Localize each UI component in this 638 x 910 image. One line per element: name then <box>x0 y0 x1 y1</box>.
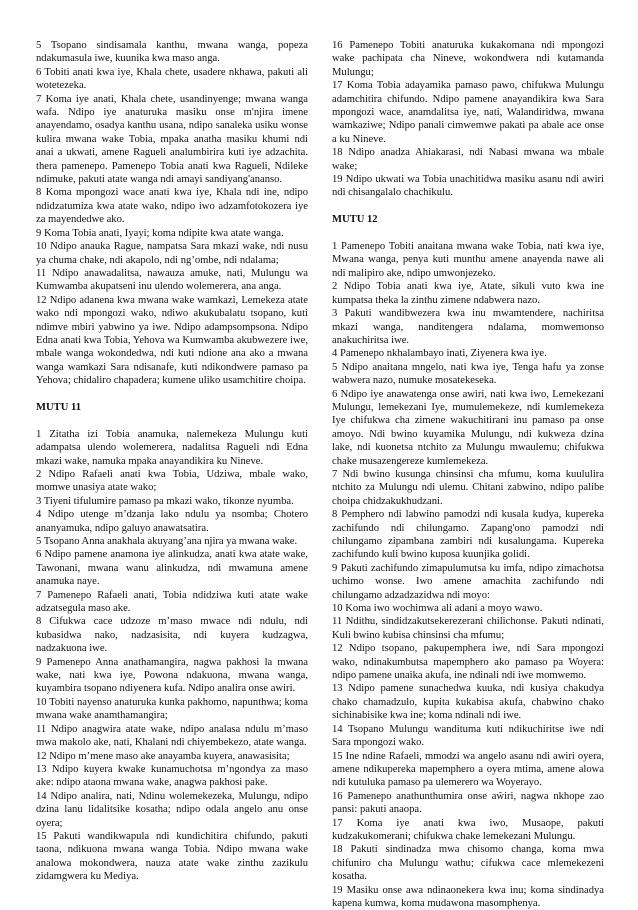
verse-paragraph: 1 Zitatha izi Tobia anamuka, nalemekeza Mulungu kuti adampatsa ulendo wolemerera, nadalitsa Ragueli ndi Edna mkazi wake, namuka mpaka anayandikira ku Nineve. <box>36 428 308 467</box>
left-column <box>36 39 308 884</box>
verse-paragraph: 1 Pamenepo Tobiti anaitana mwana wake Tobia, nati kwa iye, Mwana wanga, penya kuti munthu amene anayenda nawe ali ndi malipiro ake, ndipo umwonjezeko. <box>332 241 604 279</box>
verse-paragraph: 8 Cifukwa cace udzoze m’maso mwace ndi ndulu, ndi kubasidwa nako, nadzasisita, ndi kuyera kudzagwa, nadzakuona iwe. <box>36 616 308 655</box>
verse-paragraph: 9 Pakuti zachifundo zimapulumutsa ku imfa, ndipo zimachotsa uchimo wonse. Iwo amene amachita zachifundo ndi chilungamo adzadzazidwa ndi moyo: <box>332 562 604 601</box>
verse-paragraph: 7 Koma iye anati, Khala chete, usandinyenge; mwana wanga wafa. Ndipo iye anaturuka masiku onse m'njira imene anayendamo, osadya kanthu usana, ndipo sanaleka usiku wonse kulira mwana wake Tobia, mpaka anatha masiku khumi ndi anai a ukwati, amene Ragueli analumbirira kuti iye adzachita. thera pamenepo. Pamenepo Tobia anati kwa Ragueli, Ndileke ndimuke, pakuti atate wanga ndi amayi sandiyang'ananso. <box>36 93 308 186</box>
verse-paragraph: 3 Pakuti wandibwezera kwa inu mwamtendere, nachiritsa mkazi wanga, nanditengera ndalama, momwemonso anakuchiritsa iwe. <box>332 308 604 346</box>
verse-paragraph: 19 Ndipo ukwati wa Tobia unachitidwa masiku asanu ndi awiri ndi chisangalalo chachikulu. <box>332 174 604 199</box>
verse-paragraph: 10 Ndipo anauka Rague, nampatsa Sara mkazi wake, ndi nusu ya chuma chake, ndi akapolo, ndi ng’ombe, ndi ndalama; <box>36 241 308 266</box>
verse-paragraph: 12 Ndipo adanena kwa mwana wake wamkazi, Lemekeza atate wako ndi mpongozi wako, ndiwo akukubalatu tsopano, kuti ndimve mbiri yabwino ya iwe. Ndipo adampsompsona. Ndipo Edna anati kwa Tobia, Yehova wa Kumwamba akubwezere iwe, mbale wanga wokondedwa, ndi kuti ndione ana ako a mwana wanga wamkazi Sara ndisanafe, kuti ndikondwere pamaso pa Yehova; chidaliro chapadera; kumene uliko usamchitire choipa. <box>36 294 308 387</box>
verse-paragraph: 11 Ndipo anagwira atate wake, ndipo analasa ndulu m’maso mwa makolo ake, nati, Khalani ndi chiyembekezo, atate wanga. <box>36 723 308 749</box>
chapter-heading: MUTU 11 <box>36 401 82 413</box>
verse-paragraph: 6 Ndipo pamene anamona iye alinkudza, anati kwa atate wake, Tawonani, mwana wanu alinkudza, ndi mwamuna amene anamuka naye. <box>36 549 308 588</box>
verse-paragraph: 14 Ndipo analira, nati, Ndinu wolemekezeka, Mulungu, ndipo dzina lanu lidalitsike kosatha; ndipo odala angelo anu onse oyera; <box>36 790 308 829</box>
chapter-heading: MUTU 12 <box>332 214 378 226</box>
verse-paragraph: 8 Pemphero ndi labwino pamodzi ndi kusala kudya, kupereka zachifundo ndi chilungamo. Zapang'ono pamodzi ndi chilungamo zipambana zambiri ndi kusalungama. Kupereka zachifundo kuli bwino kuposa kuunjika golidi. <box>332 509 604 561</box>
verse-paragraph: 5 Tsopano sindisamala kanthu, mwana wanga, popeza ndakumasula iwe, kuunika kwa maso anga. <box>36 40 308 65</box>
verse-paragraph: 11 Ndithu, sindidzakutsekerezerani chilichonse. Pakuti ndinati, Kuli bwino kubisa chinsinsi cha mfumu; <box>332 616 604 641</box>
verse-paragraph: 16 Pamenepo Tobiti anaturuka kukakomana ndi mpongozi wake pachipata cha Nineve, wokondwera ndi kutamanda Mulungu; <box>332 40 604 78</box>
verse-paragraph: 5 Tsopano Anna anakhala akuyang’ana njira ya mwana wake. <box>36 536 298 547</box>
verse-paragraph: 3 Tiyeni tifulumire pamaso pa mkazi wako, tikonze nyumba. <box>36 495 294 507</box>
verse-paragraph: 12 Ndipo m’mene maso ake anayamba kuyera, anawasisita; <box>36 750 290 762</box>
verse-paragraph: 8 Koma mpongozi wace anati kwa iye, Khala ndi ine, ndipo ndidzatumiza kwa atate wako, ndipo iwo adzamfotokozera iye za mayendedwe ako. <box>36 187 308 226</box>
verse-paragraph: 9 Pamenepo Anna anathamangira, nagwa pakhosi la mwana wake, nati kwa iye, Powona ndakuona, mwana wanga, kuyambira tsopano ndiyenera kufa. Ndipo analira onse awiri. <box>36 656 308 695</box>
verse-paragraph: 10 Koma iwo wochimwa ali adani a moyo wawo. <box>332 603 543 615</box>
verse-paragraph: 7 Pamenepo Rafaeli anati, Tobia ndidziwa kuti atate wake adzatsegula maso ake. <box>36 589 308 615</box>
verse-paragraph: 14 Tsopano Mulungu wanditumа kuti ndikuchiritse iwe ndi Sara mpongozi wako. <box>332 723 604 749</box>
verse-paragraph: 4 Pamenepo nkhalambayo inati, Ziyenera kwa iye. <box>332 348 547 360</box>
verse-paragraph: 18 Ndipo anadza Ahiakarasi, ndi Nabasi mwana wa mbale wake; <box>332 147 604 172</box>
verse-paragraph: 18 Pakuti sindinadza mwa chisomo changa, koma mwa chifuniro cha Mulungu wathu; cifukwa cace mlemekezeni kosatha. <box>332 844 604 883</box>
verse-paragraph: 17 Koma iye anati kwa iwo, Musaope, pakuti kudzakukomerani; chifukwa chake lemekezani Mulungu. <box>332 817 604 842</box>
right-column <box>332 39 604 910</box>
verse-paragraph: 15 Pakuti wandikwapula ndi kundichitira chifundo, pakuti taona, ndikuona mwana wanga Tobia. Ndipo mwana wake analowa mokondwera, nauza atate wake zinthu zazikulu zidamgwera ku Mediya. <box>36 830 308 883</box>
verse-paragraph: 2 Ndipo Rafaeli anati kwa Tobia, Udziwa, mbale wako, momwe unasiya atate wako; <box>36 468 308 494</box>
verse-paragraph: 12 Ndipo tsopano, pakupemphera iwe, ndi Sara mpongozi wako, ndinakumbutsa mapemphero ako pamaso pa Woyera: ndipo pamene unaika akufa, ine ndinali ndi iwe momwemo. <box>332 643 604 682</box>
verse-paragraph: 13 Ndipo kuyera kwake kunamuchotsa m’ngondya za maso ake: ndipo ataona mwana wake, anagwa pakhosi pake. <box>36 763 308 789</box>
verse-paragraph: 6 Tobiti anati kwa iye, Khala chete, usadere nkhawa, pakuti ali wotetezeka. <box>36 66 308 92</box>
verse-paragraph: 4 Ndipo utenge m’dzanja lako ndulu ya nsomba; Chotero ananyamuka, ndipo galuyo anawatsatira. <box>36 509 308 534</box>
verse-paragraph: 10 Tobiti nayenso anaturuka kunka pakhomo, napunthwa; koma mwana wake anamthamangira; <box>36 696 308 722</box>
verse-paragraph: 7 Ndi bwino kusunga chinsinsi cha mfumu, koma kuululira ntchito za Mulungu ndi ulemu. Chitani zabwino, ndipo palibe choipa chidzakukhudzani. <box>332 468 604 507</box>
verse-paragraph: 2 Ndipo Tobia anati kwa iye, Atate, sikuli vuto kwa ine kumpatsa theka la zinthu zimene ndabwera nazo. <box>332 281 604 306</box>
verse-paragraph: 5 Ndipo anaitana mngelo, nati kwa iye, Tenga hafu ya zonse wabwera nazo, numuke mosatekeseka. <box>332 361 604 387</box>
verse-paragraph: 9 Koma Tobia anati, Iyayi; koma ndipite kwa atate wanga. <box>36 227 284 239</box>
verse-paragraph: 11 Ndipo anawadalitsa, nawauza amuke, nati, Mulungu wa Kumwamba akupatseni inu ulendo wolemerera, ana anga. <box>36 267 308 293</box>
verse-paragraph: 15 Ine ndine Rafaeli, mmodzi wa angelo asanu ndi awiri oyera, amene ndikupereka mapemphero a oyera mtima, amene alowa ndi kutuluka pamaso pa ulemerero wa Woyerayo. <box>332 750 604 789</box>
verse-paragraph: 17 Koma Tobia adayamika pamaso pawo, chifukwa Mulungu adamchitira chifundo. Ndipo pamene anayandikira kwa Sara mpongozi wace, anamdalitsa iye, nati, Walandiridwa, mwana wamkaziwe; Ndipo panali cimwemwe pakati pa abale ace onse a ku Nineve. <box>332 80 604 145</box>
verse-paragraph: 6 Ndipo iye anawatenga onse awiri, nati kwa iwo, Lemekezani Mulungu, lemekezani Iye, mumulemekeze, ndi kumlemekeza Iye chifukwa cha zimene wakuchitirani inu pamaso pa onse amoyo. Ndi bwino kuyamika Mulungu, ndi kukweza dzina lake, ndi kuonetsa ntchito za Mulungu mwaulemu; chifukwa chake musazengereze kumlemekeza. <box>332 388 604 467</box>
verse-paragraph: 16 Pamenepo anathunthumira onse aŵiri, nagwa nkhope zao pansi: pakuti anaopa. <box>332 790 604 816</box>
verse-paragraph: 19 Masiku onse awa ndinaonekera kwa inu; koma sindinadya kapena kumwa, koma mudawona masomphenya. <box>332 884 604 909</box>
verse-paragraph: 13 Ndipo pamene sunachedwa kuuka, ndi kusiya chakudya chako chamadzulo, kupita kukabisa akufa, chabwino chako sichinabisike kwa ine; koma ndinali ndi iwe. <box>332 683 604 722</box>
